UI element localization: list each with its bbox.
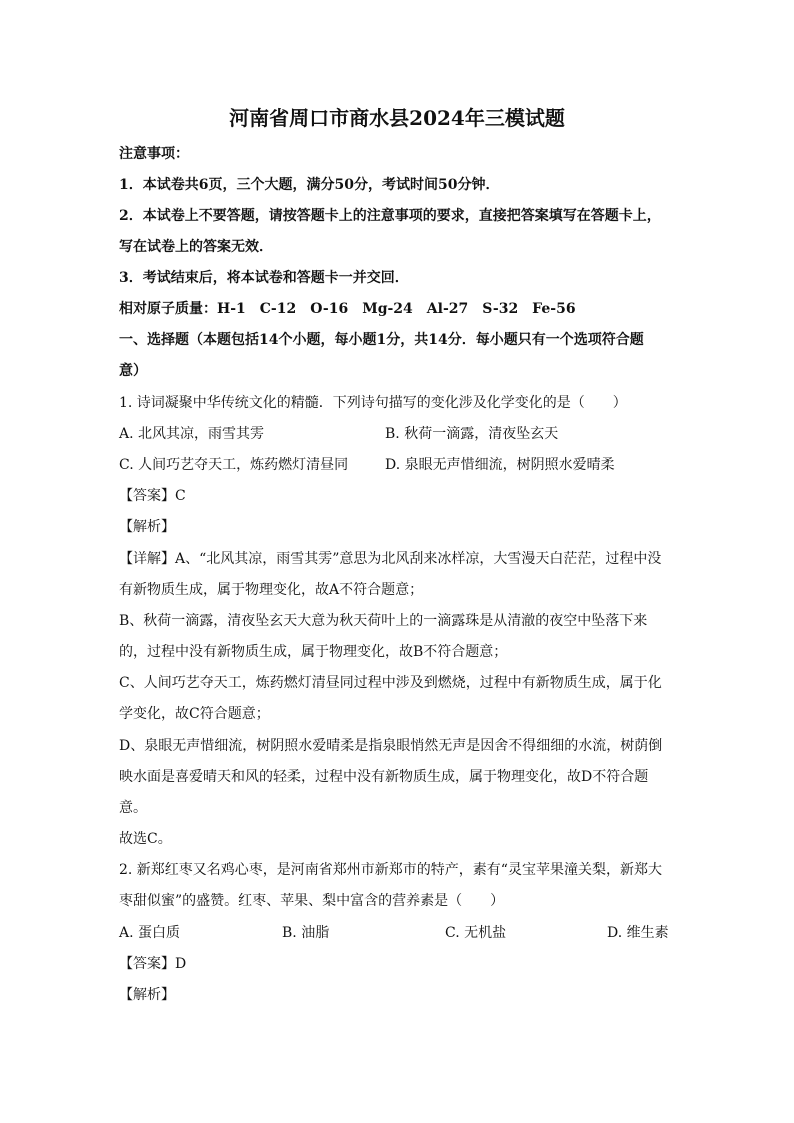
q1-detail-line: 有新物质生成，属于物理变化，故A不符合题意；: [119, 582, 424, 598]
notice-item-2-cont: 写在试卷上的答案无效．: [119, 239, 273, 255]
q1-detail-line: B、秋荷一滴露，清夜坠玄天大意为秋天荷叶上的一滴露珠是从清澈的夜空中坠落下来: [119, 613, 648, 629]
notice-item-1: 1．本试卷共6页，三个大题，满分50分，考试时间50分钟．: [119, 177, 500, 193]
notice-item-3: 3．考试结束后，将本试卷和答题卡一并交回．: [119, 270, 409, 286]
question-2-stem: 2. 新郑红枣又名鸡心枣，是河南省郑州市新郑市的特产，素有“灵宝苹果潼关梨，新郑大: [119, 862, 662, 878]
q1-option-b: B. 秋荷一滴露，清夜坠玄天: [385, 426, 559, 442]
atomic-mass-line: 相对原子质量：H-1 C-12 O-16 Mg-24 Al-27 S-32 Fe-56: [119, 301, 576, 317]
q1-option-a: A. 北风其凉，雨雪其雱: [119, 426, 265, 442]
q1-detail-line: C、人间巧艺夺天工，炼药燃灯清昼同过程中涉及到燃烧，过程中有新物质生成，属于化: [119, 675, 662, 691]
q1-detail-line: 【详解】A、“北风其凉，雨雪其雱”意思为北风刮来冰样凉，大雪漫天白茫茫，过程中没: [119, 551, 662, 567]
section-heading-cont: 意）: [119, 363, 147, 379]
q1-option-c: C. 人间巧艺夺天工，炼药燃灯清昼同: [119, 457, 349, 473]
page-title: 河南省周口市商水县2024年三模试题: [229, 106, 565, 130]
q2-option-d: D. 维生素: [607, 925, 669, 941]
q1-detail-line: D、泉眼无声惜细流，树阴照水爱晴柔是指泉眼悄然无声是因舍不得细细的水流，树荫倒: [119, 738, 663, 754]
q1-answer: 【答案】C: [119, 488, 186, 504]
q1-detail-line: 学变化，故C符合题意；: [119, 706, 270, 722]
q1-detail-line: 的，过程中没有新物质生成，属于物理变化，故B不符合题意；: [119, 644, 508, 660]
q2-answer: 【答案】D: [119, 956, 187, 972]
section-heading: 一、选择题（本题包括14个小题，每小题1分，共14分．每小题只有一个选项符合题: [119, 332, 644, 348]
question-2-stem-cont: 枣甜似蜜”的盛赞。红枣、苹果、梨中富含的营养素是（ ）: [119, 893, 505, 909]
q1-option-d: D. 泉眼无声惜细流，树阴照水爱晴柔: [385, 457, 615, 473]
q1-detail-line: 映水面是喜爱晴天和风的轻柔，过程中没有新物质生成，属于物理变化，故D不符合题: [119, 769, 649, 785]
question-1-stem: 1. 诗词凝聚中华传统文化的精髓．下列诗句描写的变化涉及化学变化的是（ ）: [119, 395, 627, 411]
q2-option-a: A. 蛋白质: [119, 925, 181, 941]
notice-heading: 注意事项：: [119, 146, 189, 162]
q1-detail-line: 意。: [119, 800, 147, 816]
q2-analysis-label: 【解析】: [119, 987, 175, 1003]
q1-conclusion: 故选C。: [119, 831, 172, 847]
q2-option-b: B. 油脂: [282, 925, 330, 941]
notice-item-2: 2．本试卷上不要答题，请按答题卡上的注意事项的要求，直接把答案填写在答题卡上，: [119, 208, 661, 224]
q2-option-c: C. 无机盐: [445, 925, 507, 941]
q1-analysis-label: 【解析】: [119, 519, 175, 535]
